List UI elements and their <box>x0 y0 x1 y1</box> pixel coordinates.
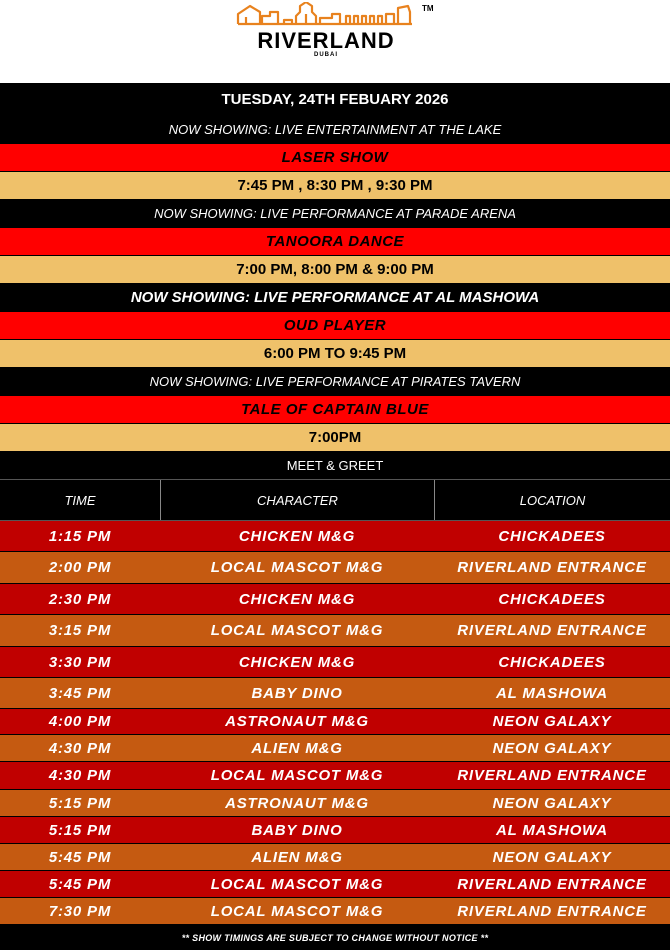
row-character: ALIEN M&G <box>251 739 343 757</box>
row-character: CHICKEN M&G <box>238 653 356 671</box>
riverland-logo <box>236 2 436 66</box>
table-row <box>0 844 670 871</box>
row-character: CHICKEN M&G <box>238 527 356 545</box>
row-time: 7:30 PM <box>48 902 112 920</box>
row-location: AL MASHOWA <box>496 821 608 839</box>
row-location: RIVERLAND ENTRANCE <box>457 622 647 639</box>
act-times: 7:00PM <box>0 424 670 452</box>
venue-heading: NOW SHOWING: LIVE PERFORMANCE AT AL MASHOWA <box>0 284 670 312</box>
row-location: NEON GALAXY <box>492 848 612 866</box>
table-row <box>0 678 670 709</box>
table-row <box>0 762 670 790</box>
row-character: LOCAL MASCOT M&G <box>210 902 384 920</box>
row-character: CHICKEN M&G <box>238 590 356 608</box>
meet-greet-table <box>0 521 670 925</box>
brand-subtitle: DUBAI <box>314 52 338 58</box>
row-location: RIVERLAND ENTRANCE <box>457 559 647 576</box>
row-character: LOCAL MASCOT M&G <box>210 875 384 893</box>
row-character: LOCAL MASCOT M&G <box>210 559 384 576</box>
brand-name: RIVERLAND <box>257 28 395 53</box>
act-times: 7:45 PM , 8:30 PM , 9:30 PM <box>0 172 670 200</box>
venue-heading: NOW SHOWING: LIVE PERFORMANCE AT PIRATES TAVERN <box>0 368 670 396</box>
row-time: 3:30 PM <box>48 653 112 671</box>
row-time: 2:30 PM <box>48 590 112 608</box>
table-header <box>0 479 670 521</box>
table-row <box>0 871 670 898</box>
row-location: AL MASHOWA <box>496 684 608 702</box>
header <box>0 0 670 83</box>
act-name: LASER SHOW <box>0 144 670 172</box>
row-time: 5:15 PM <box>48 821 112 839</box>
skyline-logo-icon <box>236 2 416 28</box>
row-character: ASTRONAUT M&G <box>225 794 369 812</box>
trademark-mark: TM <box>422 4 434 13</box>
table-row <box>0 584 670 615</box>
row-time: 2:00 PM <box>48 559 112 576</box>
table-row <box>0 552 670 584</box>
row-location: RIVERLAND ENTRANCE <box>457 875 647 893</box>
row-character: BABY DINO <box>251 684 343 702</box>
row-location: CHICKADEES <box>498 653 606 671</box>
row-time: 5:45 PM <box>48 875 112 893</box>
row-character: ALIEN M&G <box>251 848 343 866</box>
row-character: BABY DINO <box>251 821 343 839</box>
act-name: OUD PLAYER <box>0 312 670 340</box>
venue-heading: NOW SHOWING: LIVE PERFORMANCE AT PARADE ARENA <box>0 200 670 228</box>
row-time: 5:45 PM <box>48 848 112 866</box>
row-time: 4:30 PM <box>48 767 112 784</box>
table-row <box>0 790 670 817</box>
row-time: 4:00 PM <box>48 713 112 730</box>
row-time: 5:15 PM <box>48 794 112 812</box>
venue-heading: NOW SHOWING: LIVE ENTERTAINMENT AT THE LAKE <box>0 116 670 144</box>
row-character: LOCAL MASCOT M&G <box>210 622 384 639</box>
row-time: 3:45 PM <box>48 684 112 702</box>
table-row <box>0 647 670 678</box>
disclaimer-footer: ** SHOW TIMINGS ARE SUBJECT TO CHANGE WITHOUT NOTICE ** <box>0 925 670 950</box>
row-location: CHICKADEES <box>498 590 606 608</box>
schedule-date: TUESDAY, 24TH FEBUARY 2026 <box>0 83 670 116</box>
act-name: TANOORA DANCE <box>0 228 670 256</box>
row-location: NEON GALAXY <box>492 794 612 812</box>
table-row <box>0 817 670 844</box>
row-character: ASTRONAUT M&G <box>225 713 369 730</box>
act-times: 7:00 PM, 8:00 PM & 9:00 PM <box>0 256 670 284</box>
header-location: LOCATION <box>434 480 670 520</box>
table-row <box>0 735 670 762</box>
act-name: TALE OF CAPTAIN BLUE <box>0 396 670 424</box>
row-time: 1:15 PM <box>48 527 112 545</box>
row-location: NEON GALAXY <box>492 713 612 730</box>
table-row <box>0 615 670 647</box>
table-row <box>0 898 670 925</box>
row-location: RIVERLAND ENTRANCE <box>457 767 647 784</box>
row-character: LOCAL MASCOT M&G <box>210 767 384 784</box>
table-row <box>0 521 670 552</box>
row-location: CHICKADEES <box>498 527 606 545</box>
table-row <box>0 709 670 735</box>
row-location: NEON GALAXY <box>492 739 612 757</box>
act-times: 6:00 PM TO 9:45 PM <box>0 340 670 368</box>
meet-greet-title: MEET & GREET <box>0 452 670 479</box>
row-time: 3:15 PM <box>48 622 112 639</box>
row-time: 4:30 PM <box>48 739 112 757</box>
header-character: CHARACTER <box>160 480 434 520</box>
header-time: TIME <box>64 492 96 508</box>
row-location: RIVERLAND ENTRANCE <box>457 902 647 920</box>
